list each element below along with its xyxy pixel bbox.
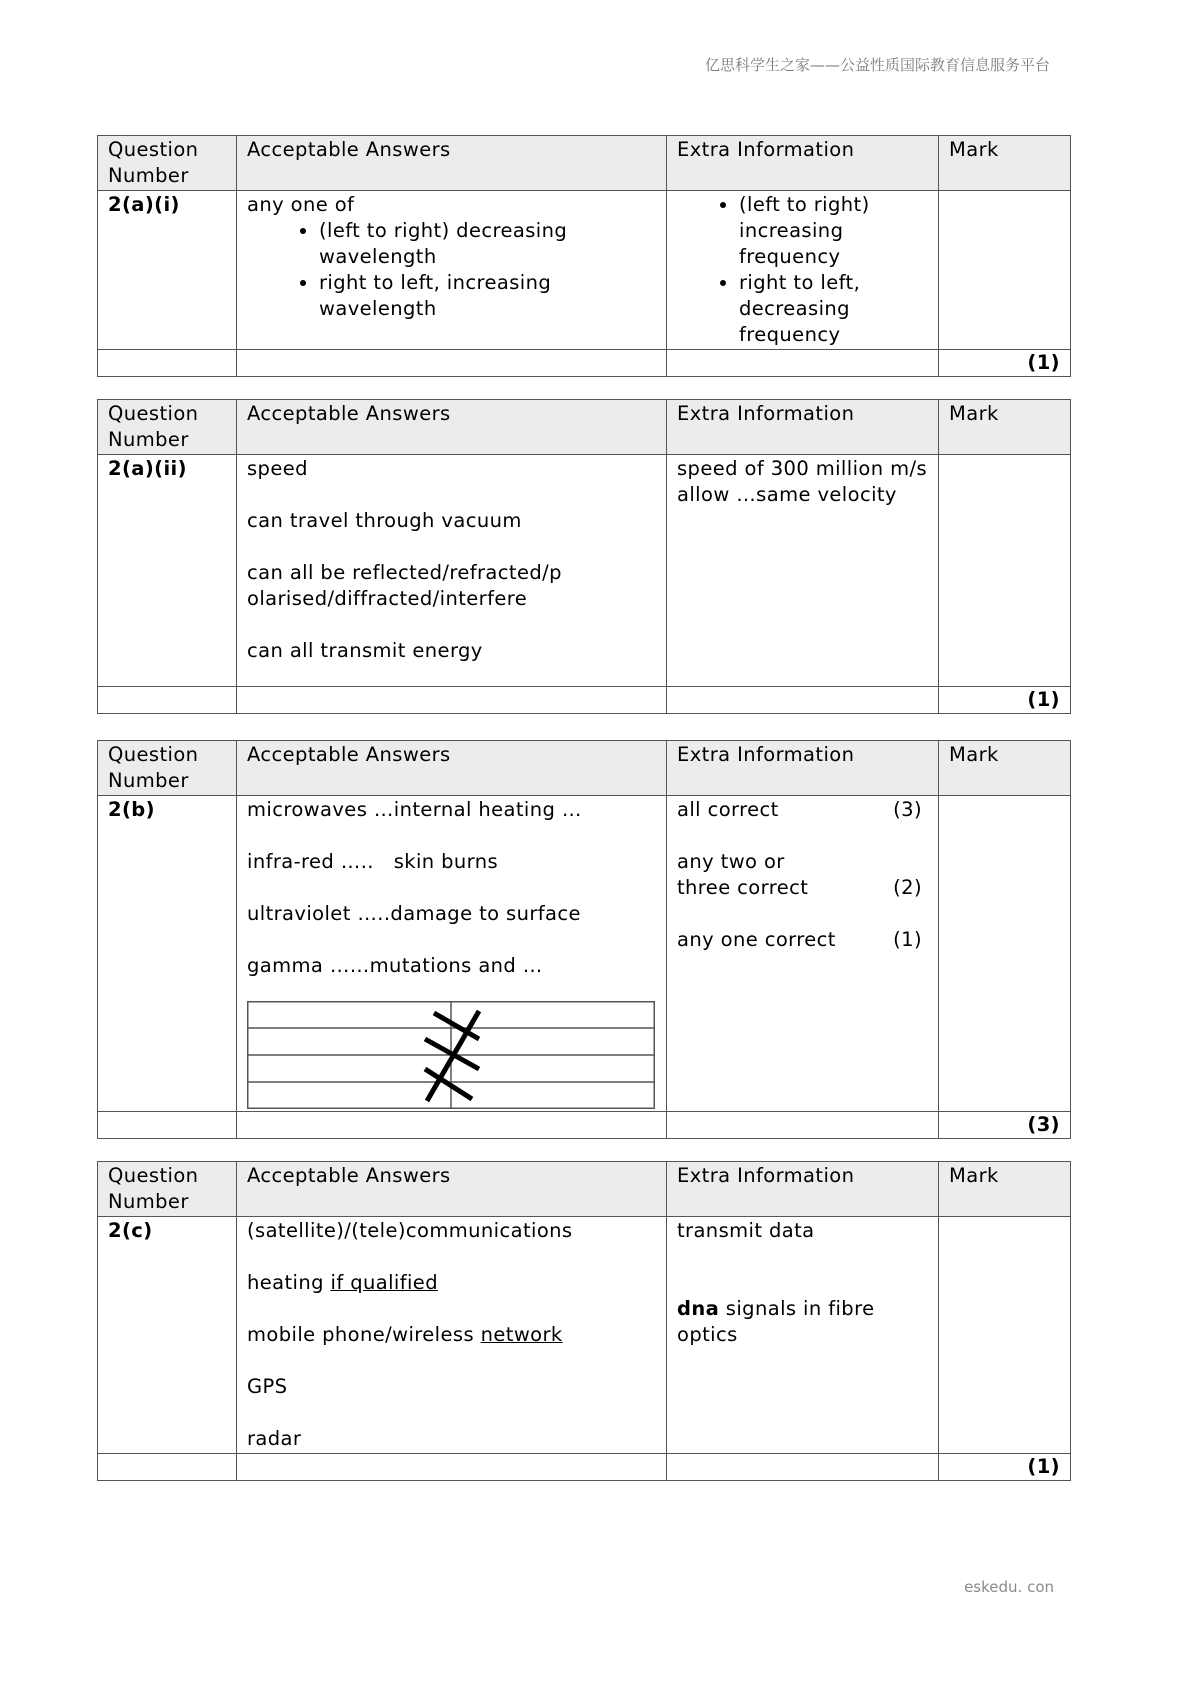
col-extra-information: Extra Information: [667, 136, 939, 191]
mark-cell: [939, 796, 1071, 1112]
table-row: [98, 455, 1071, 687]
footer-empty: [667, 1112, 939, 1139]
table-footer-row: [98, 1112, 1071, 1139]
footer-empty: [98, 350, 237, 377]
answer-line: gamma ……mutations and …: [247, 954, 543, 977]
answer-line: can all transmit energy: [247, 639, 483, 662]
markscheme-table-2a-ii: [97, 399, 1071, 714]
acceptable-answers-cell: [237, 1217, 667, 1454]
footer-empty: [98, 687, 237, 714]
extra-information-cell: [667, 1217, 939, 1454]
extra-line: [677, 927, 928, 953]
table-header-row: [98, 400, 1071, 455]
markscheme-table-2a-i: [97, 135, 1071, 377]
col-extra-information: Extra Information: [667, 741, 939, 796]
footer-empty: [667, 1454, 939, 1481]
extra-mark: (2): [893, 876, 922, 899]
col-acceptable-answers: Acceptable Answers: [237, 400, 667, 455]
answer-line: speed: [247, 457, 308, 480]
col-question-number: Question Number: [98, 400, 237, 455]
mark-cell: [939, 1217, 1071, 1454]
extra-text: signals in fibre optics: [677, 1297, 882, 1346]
list-item: • (left to right) decreasing wavelength: [319, 218, 656, 270]
extra-line: speed of 300 million m/s: [677, 457, 927, 480]
col-acceptable-answers: Acceptable Answers: [237, 741, 667, 796]
table-row: [98, 796, 1071, 1112]
footer-empty: [237, 350, 667, 377]
crossed-out-grid: [247, 1001, 655, 1109]
table-footer-row: [98, 687, 1071, 714]
markscheme-table-2c: [97, 1161, 1071, 1481]
answer-line: can travel through vacuum: [247, 509, 522, 532]
mark-cell: [939, 455, 1071, 687]
extra-information-cell: [667, 455, 939, 687]
extra-text: all correct: [677, 798, 779, 821]
answer-line: [247, 1270, 656, 1296]
footer-empty: [237, 687, 667, 714]
table-header-row: [98, 136, 1071, 191]
header-note: 亿思科学生之家——公益性质国际教育信息服务平台: [704, 56, 1050, 74]
table-header-row: [98, 741, 1071, 796]
footer-empty: [237, 1454, 667, 1481]
footer-empty: [667, 350, 939, 377]
col-question-number: Question Number: [98, 136, 237, 191]
col-question-number: Question Number: [98, 1162, 237, 1217]
footer-empty: [667, 687, 939, 714]
question-number: 2(a)(ii): [98, 455, 237, 687]
answer-line: radar: [247, 1427, 302, 1450]
footer-empty: [237, 1112, 667, 1139]
extra-line: [677, 1296, 928, 1348]
mark-cell: [939, 191, 1071, 350]
answer-text: heating: [247, 1271, 331, 1294]
answer-line: microwaves …internal heating …: [247, 798, 582, 821]
col-mark: Mark: [939, 400, 1071, 455]
extra-mark: (3): [893, 798, 922, 821]
extra-bold: dna: [677, 1297, 720, 1320]
acceptable-answers-cell: [237, 455, 667, 687]
extra-line: transmit data: [677, 1219, 815, 1242]
col-mark: Mark: [939, 741, 1071, 796]
footer-note: eskedu. con: [964, 1578, 1054, 1596]
extra-text: any two or three correct: [677, 850, 809, 899]
extra-text: any one correct: [677, 928, 836, 951]
col-acceptable-answers: Acceptable Answers: [237, 1162, 667, 1217]
col-mark: Mark: [939, 136, 1071, 191]
table-footer-row: [98, 1454, 1071, 1481]
answer-line: can all be reflected/refracted/polarised/diffracted/interfere: [247, 561, 562, 610]
answer-line: ultraviolet …..damage to surface: [247, 902, 581, 925]
extra-information-cell: [667, 796, 939, 1112]
mark-total: (1): [939, 687, 1071, 714]
extra-line: [677, 849, 928, 901]
crossed-out-grid-drawing: [247, 1001, 655, 1109]
mark-total: (1): [939, 350, 1071, 377]
extra-bullets: [677, 192, 928, 348]
mark-total: (3): [939, 1112, 1071, 1139]
col-question-number: Question Number: [98, 741, 237, 796]
answer-line: infra-red ….. skin burns: [247, 850, 499, 873]
list-item: • right to left, decreasing frequency: [739, 270, 928, 348]
question-number: 2(a)(i): [98, 191, 237, 350]
answer-line: (satellite)/(tele)communications: [247, 1219, 573, 1242]
acceptable-answers-cell: [237, 191, 667, 350]
mark-total: (1): [939, 1454, 1071, 1481]
extra-line: allow …same velocity: [677, 483, 897, 506]
extra-information-cell: [667, 191, 939, 350]
col-extra-information: Extra Information: [667, 400, 939, 455]
table-footer-row: [98, 350, 1071, 377]
table-row: [98, 1217, 1071, 1454]
col-extra-information: Extra Information: [667, 1162, 939, 1217]
answer-line: GPS: [247, 1375, 288, 1398]
answer-line: [247, 1322, 656, 1348]
list-item: • right to left, increasing wavelength: [319, 270, 656, 322]
answer-underlined: if qualified: [330, 1271, 438, 1294]
col-mark: Mark: [939, 1162, 1071, 1217]
answer-underlined: network: [480, 1323, 563, 1346]
answer-intro: any one of: [247, 193, 355, 216]
table-header-row: [98, 1162, 1071, 1217]
col-acceptable-answers: Acceptable Answers: [237, 136, 667, 191]
markscheme-table-2b: [97, 740, 1071, 1139]
extra-line: [677, 797, 928, 823]
extra-mark: (1): [893, 928, 922, 951]
footer-empty: [98, 1454, 237, 1481]
table-row: [98, 191, 1071, 350]
question-number: 2(c): [98, 1217, 237, 1454]
footer-empty: [98, 1112, 237, 1139]
list-item: • (left to right) increasing frequency: [739, 192, 928, 270]
acceptable-answers-cell: [237, 796, 667, 1112]
question-number: 2(b): [98, 796, 237, 1112]
answer-bullets: [247, 218, 656, 322]
answer-text: mobile phone/wireless: [247, 1323, 481, 1346]
